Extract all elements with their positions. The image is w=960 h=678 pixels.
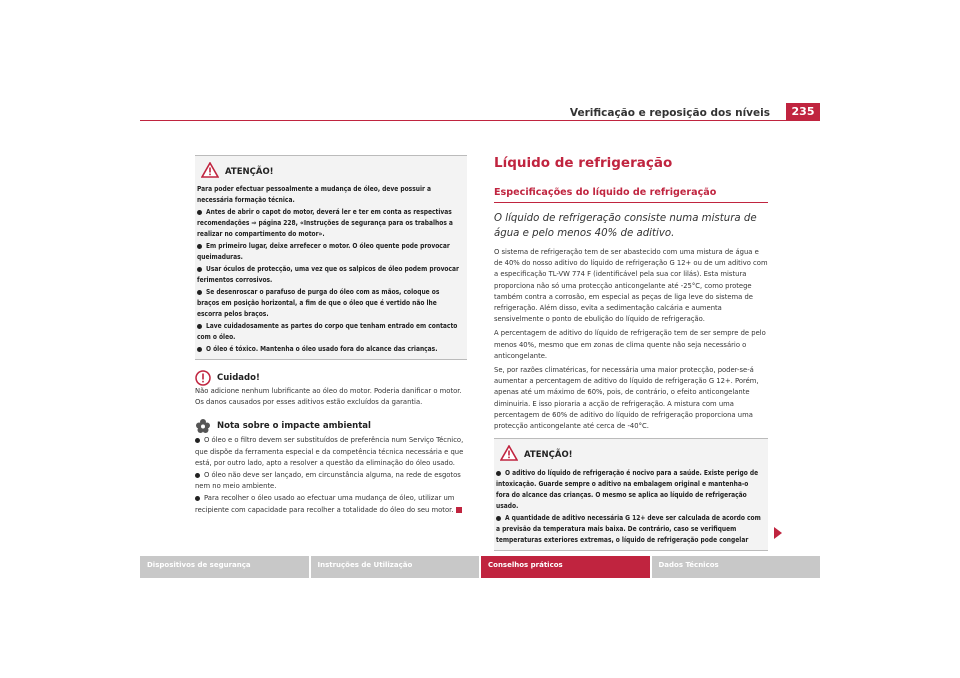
continue-arrow-icon bbox=[774, 527, 782, 539]
list-item: O óleo é tóxico. Mantenha o óleo usado fora do alcance das crianças. bbox=[197, 344, 463, 355]
bullet-icon bbox=[197, 290, 202, 295]
tab-conselhos-praticos[interactable]: Conselhos práticos bbox=[481, 556, 650, 578]
caution-heading bbox=[195, 370, 467, 386]
list-item: O óleo e o filtro devem ser substituídos de preferência num Serviço Técnico, que dispõe da ferramenta especial e da competência técnica necessária e que está, por outro lado, apto a resolver a questão da eliminação do óleo usado. bbox=[195, 436, 464, 467]
section-heading: Líquido de refrigeração bbox=[494, 155, 673, 171]
flower-icon bbox=[195, 418, 211, 434]
bullet-icon bbox=[195, 438, 200, 443]
warning-title: ATENÇÃO! bbox=[225, 167, 274, 177]
caution-icon bbox=[195, 370, 211, 386]
warning-intro: Para poder efectuar pessoalmente a mudança de óleo, deve possuir a necessária formação técnica. bbox=[197, 185, 431, 204]
right-column bbox=[494, 152, 768, 551]
bullet-icon bbox=[195, 496, 200, 501]
tab-instrucoes-de-utilizacao[interactable]: Instruções de Utilização bbox=[311, 556, 480, 578]
footer-nav bbox=[140, 556, 820, 578]
environment-title: Nota sobre o impacte ambiental bbox=[217, 421, 371, 432]
list-item: Em primeiro lugar, deixe arrefecer o motor. O óleo quente pode provocar queimaduras. bbox=[197, 242, 450, 261]
left-column bbox=[195, 155, 467, 516]
warning-box bbox=[494, 438, 768, 551]
bullet-icon bbox=[496, 516, 501, 521]
paragraph: A percentagem de aditivo do líquido de refrigeração tem de ser sempre de pelo menos 40%, mesmo que em zonas de clima quente não seja necessário o anticongelante. bbox=[494, 329, 766, 360]
bullet-icon bbox=[496, 471, 501, 476]
tab-dispositivos-de-seguranca[interactable]: Dispositivos de segurança bbox=[140, 556, 309, 578]
environment-heading bbox=[195, 418, 467, 434]
section-end-icon bbox=[456, 507, 462, 513]
list-item: Usar óculos de protecção, uma vez que os salpicos de óleo podem provocar ferimentos corrosivos. bbox=[197, 265, 459, 284]
warning-triangle-icon bbox=[201, 162, 219, 178]
paragraph: O sistema de refrigeração tem de ser abastecido com uma mistura de água e de 40% do nosso aditivo do líquido de refrigeração G 12+ ou de um aditivo com a especificação TL-VW 774 F (identificável pela sua cor lilás). Esta mistura proporciona não só uma protecção anticongelante até -25°C, como protege também contra a corrosão, em especial as peças de liga leve do sistema de refrigeração. Além disso, evita a sedimentação calcária e aumenta sensivelmente o ponto de ebulição do líquido de refrigeração. bbox=[494, 248, 768, 324]
bullet-icon bbox=[197, 324, 202, 329]
page-number: 235 bbox=[786, 103, 820, 120]
body-text bbox=[494, 247, 768, 432]
bullet-icon bbox=[197, 347, 202, 352]
list-item: Se desenroscar o parafuso de purga do óleo com as mãos, coloque os braços em posição horizontal, a fim de que o óleo que é vertido não lhe escorra pelos braços. bbox=[197, 288, 440, 318]
paragraph: Se, por razões climatéricas, for necessária uma maior protecção, poder-se-á aumentar a percentagem de aditivo do líquido de refrigeração G 12+. Porém, apenas até um máximo de 60%, pois, de contrário, o efeito anticongelante diminuiria. E isso pioraria a acção de refrigeração. A mistura com uma percentagem de 60% de aditivo do líquido de refrigeração proporciona uma protecção anticongelante até cerca de -40°C. bbox=[494, 366, 759, 431]
list-item: Lave cuidadosamente as partes do corpo que tenham entrado em contacto com o óleo. bbox=[197, 322, 458, 341]
intro-text: O líquido de refrigeração consiste numa mistura de água e pelo menos 40% de aditivo. bbox=[494, 213, 757, 239]
caution-text: Não adicione nenhum lubrificante ao óleo do motor. Poderia danificar o motor. Os danos causados por esses aditivos estão excluídos da garantia. bbox=[195, 387, 462, 407]
list-item: Antes de abrir o capot do motor, deverá ler e ter em conta as respectivas recomendações ⇒ página 228, «Instruções de segurança para os trabalhos a realizar no compartimento do motor». bbox=[197, 208, 453, 238]
list-item: A quantidade de aditivo necessária G 12+ deve ser calculada de acordo com a previsão da temperatura mais baixa. De contrário, caso se verifiquem temperaturas exteriores extremas, o líquido de refrigeração pode congelar bbox=[496, 514, 761, 545]
subsection-heading: Especificações do líquido de refrigeração bbox=[494, 187, 768, 203]
bullet-icon bbox=[197, 267, 202, 272]
list-item: Para recolher o óleo usado ao efectuar uma mudança de óleo, utilizar um recipiente com capacidade para recolher a totalidade do óleo do seu motor. bbox=[195, 493, 467, 515]
bullet-icon bbox=[197, 210, 202, 215]
warning-triangle-icon bbox=[500, 445, 518, 461]
warning-box bbox=[195, 155, 467, 360]
warning-title: ATENÇÃO! bbox=[524, 450, 573, 461]
header-rule bbox=[140, 120, 820, 121]
bullet-icon bbox=[197, 244, 202, 249]
bullet-icon bbox=[195, 473, 200, 478]
page-header-title: Verificação e reposição dos níveis bbox=[569, 107, 770, 119]
list-item: O óleo não deve ser lançado, em circunstância alguma, na rede de esgotos nem no meio ambiente. bbox=[195, 471, 461, 491]
list-item: O aditivo do líquido de refrigeração é nocivo para a saúde. Existe perigo de intoxicação. Guarde sempre o aditivo na embalagem original e mantenha-o fora do alcance das crianças. O mesmo se aplica ao líquido de refrigeração usado. bbox=[496, 469, 759, 511]
caution-title: Cuidado! bbox=[217, 373, 260, 383]
tab-dados-tecnicos[interactable]: Dados Técnicos bbox=[652, 556, 821, 578]
